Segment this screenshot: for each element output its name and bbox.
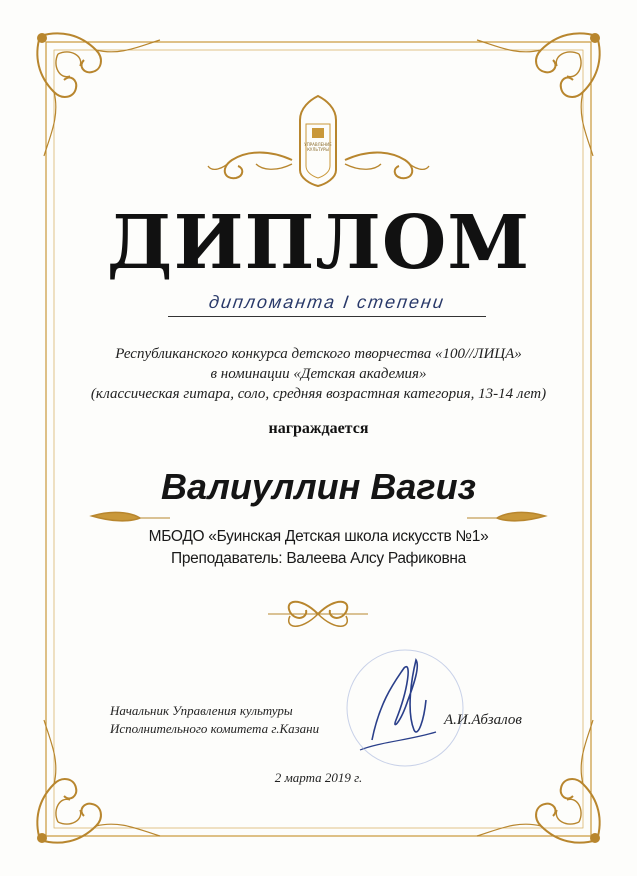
emblem-text-line-1: УПРАВЛЕНИЕ [304,142,332,147]
center-swirl-ornament [268,602,368,627]
document-title: ДИПЛОМ [106,200,531,286]
contest-line-1: Республиканского конкурса детского творчества «100//ЛИЦА» [115,346,522,362]
corner-flourish-top-left [37,33,160,156]
divider-right [467,512,545,520]
degree-underline [168,316,486,317]
school-line: МБОДО «Буинская Детская школа искусств №1» [148,528,489,545]
teacher-line: Преподаватель: Валеева Алсу Рафиковна [171,550,466,567]
issue-date: 2 марта 2019 г. [274,770,363,785]
contest-line-2: в номинации «Детская академия» [210,366,427,382]
contest-line-3: (классическая гитара, соло, средняя возрастная категория, 13-14 лет) [90,386,547,402]
corner-flourish-top-right [477,33,600,156]
degree-handwritten: дипломанта I степени [207,292,447,312]
awarded-label: награждается [268,420,369,437]
signatory-name: А.И.Абзалов [444,712,522,728]
emblem-text-line-2: КУЛЬТУРЫ [307,147,329,152]
emblem-flourish-right [345,153,429,179]
signatory-title-line-2: Исполнительного комитета г.Казани [110,721,320,736]
divider-left [92,512,170,520]
emblem-flourish-left [208,153,292,179]
culture-department-emblem [300,96,336,186]
signatory-title-line-1: Начальник Управления культуры [110,703,293,718]
emblem-label [298,142,338,152]
signature [360,660,436,750]
recipient-name: Валиуллин Вагиз [161,466,476,507]
